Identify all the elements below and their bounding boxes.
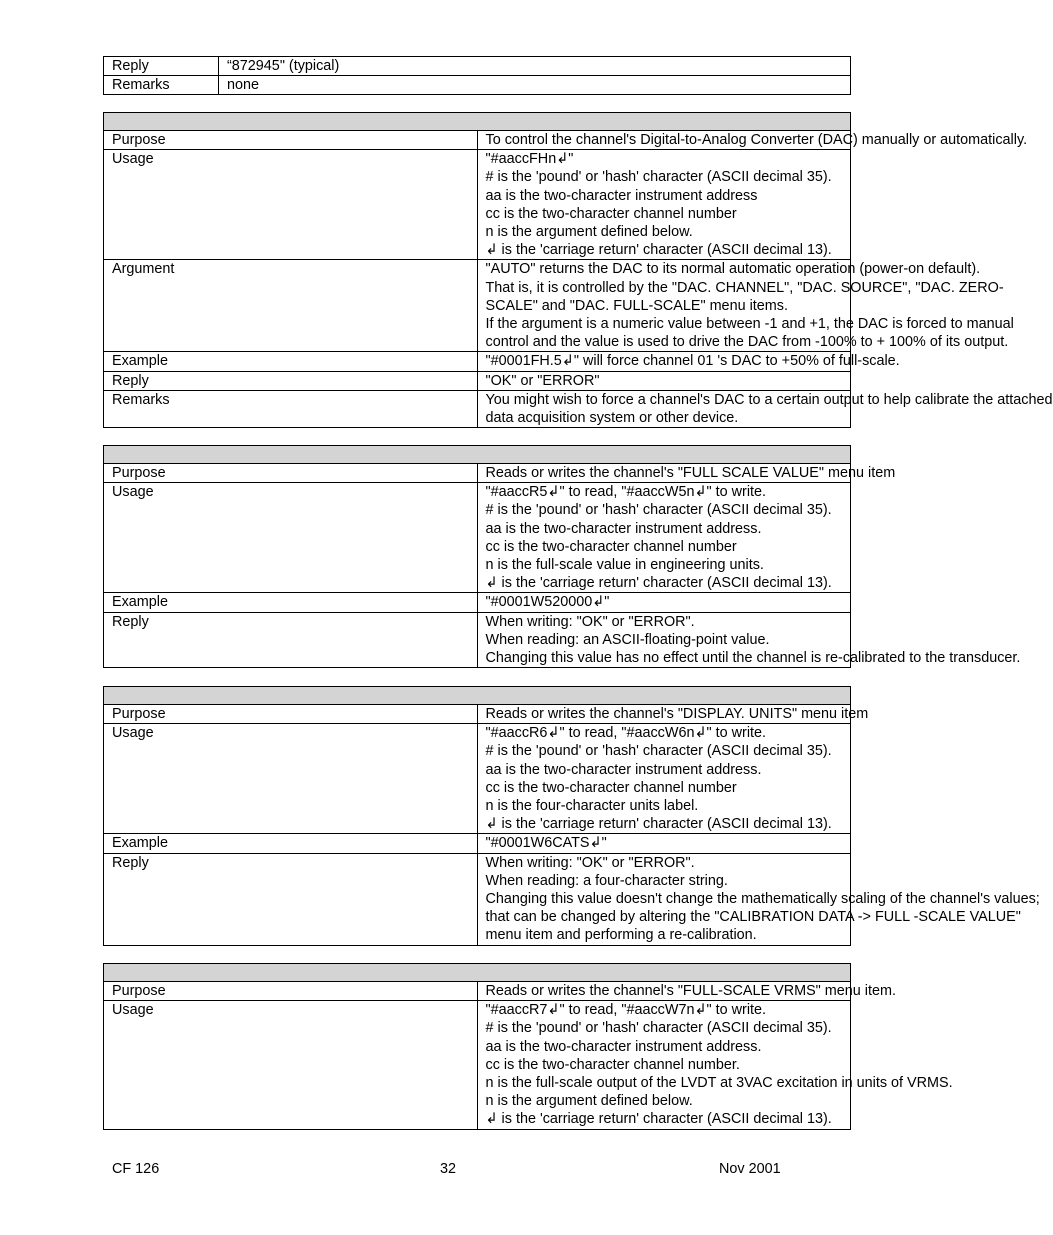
footer-document-id: CF 126 (112, 1161, 160, 1177)
row-value (477, 982, 896, 1001)
text-line: aa is the two-character instrument address. (485, 761, 762, 778)
command-table (103, 963, 953, 1130)
command-header-row (104, 113, 851, 131)
row-value (477, 1001, 953, 1129)
text-line: n is the argument defined below. (485, 224, 693, 241)
table-row-purpose (104, 464, 851, 483)
row-label: Reply (104, 612, 478, 668)
row-value (477, 834, 851, 853)
row-label: Usage (104, 1001, 478, 1129)
table-row-example (104, 593, 851, 612)
text-line: When writing: "OK" or "ERROR". (485, 854, 695, 871)
command-table (103, 112, 1053, 428)
row-label: Remarks (104, 390, 478, 427)
text-line: "#0001W6CATS↲" (485, 835, 607, 852)
command-header-row (104, 964, 851, 982)
text-line: ↲ is the 'carriage return' character (ASCII decimal 13). (485, 1111, 832, 1128)
text-line: # is the 'pound' or 'hash' character (ASCII decimal 35). (485, 1020, 832, 1037)
text-line: That is, it is controlled by the "DAC. CHANNEL", "DAC. SOURCE", "DAC. ZERO- (485, 279, 1004, 296)
text-line: aa is the two-character instrument address. (485, 520, 762, 537)
row-label: Remarks (104, 76, 219, 95)
text-line: n is the full-scale output of the LVDT at 3VAC excitation in units of VRMS. (485, 1075, 953, 1092)
command-table (103, 56, 851, 95)
table-row-purpose (104, 705, 851, 724)
row-label: Example (104, 834, 478, 853)
row-value (477, 371, 851, 390)
table-row-example (104, 834, 851, 853)
row-label: Example (104, 352, 478, 371)
row-label: Reply (104, 371, 478, 390)
text-line: "OK" or "ERROR" (485, 372, 600, 389)
text-line: cc is the two-character channel number. (485, 1056, 740, 1073)
text-line: Changing this value doesn't change the mathematically scaling of the channel's values; (485, 891, 1040, 908)
command-title (104, 687, 851, 705)
text-line: n is the four-character units label. (485, 798, 699, 815)
table-row-example (104, 352, 851, 371)
row-value (477, 464, 896, 483)
text-line: Reads or writes the channel's "DISPLAY. UNITS" menu item (485, 706, 869, 722)
command-table (103, 445, 1021, 668)
row-label: Argument (104, 260, 478, 352)
command-title (104, 446, 851, 464)
row-label: Purpose (104, 982, 478, 1001)
text-line: You might wish to force a channel's DAC to a certain output to help calibrate the attached (485, 391, 1053, 408)
text-line: "#aaccR6↲" to read, "#aaccW6n↲" to write. (485, 725, 767, 742)
command-title (104, 964, 851, 982)
row-value (219, 76, 851, 95)
row-value (477, 593, 851, 612)
text-line: If the argument is a numeric value between -1 and +1, the DAC is forced to manual (485, 316, 1014, 333)
text-line: To control the channel's Digital-to-Analog Converter (DAC) manually or automatically. (485, 132, 1028, 148)
table-row-reply (104, 371, 851, 390)
row-label: Reply (104, 853, 478, 945)
text-line: "#aaccR7↲" to read, "#aaccW7n↲" to write. (485, 1002, 767, 1019)
text-line: none (227, 77, 260, 94)
text-line: aa is the two-character instrument address. (485, 1038, 762, 1055)
row-label: Usage (104, 724, 478, 834)
text-line: ↲ is the 'carriage return' character (ASCII decimal 13). (485, 816, 832, 833)
command-table (103, 686, 1040, 946)
text-line: # is the 'pound' or 'hash' character (ASCII decimal 35). (485, 502, 832, 519)
table-row-usage (104, 150, 851, 260)
table-row-usage (104, 483, 851, 593)
row-value (477, 260, 1014, 352)
text-line: n is the full-scale value in engineering units. (485, 557, 764, 574)
text-line: Reads or writes the channel's "FULL SCALE VALUE" menu item (485, 465, 896, 481)
table-row-argument (104, 260, 851, 352)
text-line: “872945" (typical) (227, 58, 340, 74)
table-row-purpose (104, 982, 851, 1001)
row-value (477, 352, 900, 371)
text-line: "#aaccFHn↲" (485, 151, 574, 168)
row-value (477, 390, 1053, 427)
row-value (477, 612, 1021, 668)
row-value (477, 150, 851, 260)
table-row-remarks (104, 76, 851, 95)
table-row-reply (104, 612, 851, 668)
text-line: Reads or writes the channel's "FULL-SCALE VRMS" menu item. (485, 983, 896, 999)
text-line: control and the value is used to drive the DAC from -100% to + 100% of its output. (485, 334, 1009, 351)
text-line: SCALE" and "DAC. FULL-SCALE" menu items. (485, 297, 788, 314)
text-line: When reading: a four-character string. (485, 872, 728, 889)
command-header-row (104, 446, 851, 464)
table-row-usage (104, 724, 851, 834)
row-label: Reply (104, 57, 219, 76)
row-value (477, 724, 851, 834)
text-line: When reading: an ASCII-floating-point value. (485, 631, 770, 648)
text-line: aa is the two-character instrument address (485, 187, 758, 204)
text-line: "#aaccR5↲" to read, "#aaccW5n↲" to write. (485, 484, 767, 501)
footer-date: Nov 2001 (719, 1161, 781, 1177)
row-label: Usage (104, 483, 478, 593)
table-row-purpose (104, 131, 851, 150)
text-line: cc is the two-character channel number (485, 205, 737, 222)
row-value (477, 131, 1028, 150)
text-line: # is the 'pound' or 'hash' character (ASCII decimal 35). (485, 743, 832, 760)
text-line: cc is the two-character channel number (485, 538, 737, 555)
text-line: When writing: "OK" or "ERROR". (485, 613, 695, 630)
footer-page-number: 32 (440, 1161, 457, 1177)
text-line: Changing this value has no effect until the channel is re-calibrated to the transducer. (485, 650, 1021, 667)
text-line: that can be changed by altering the "CALIBRATION DATA -> FULL -SCALE VALUE" (485, 909, 1021, 926)
text-line: "#0001FH.5↲" will force channel 01 's DAC to +50% of full-scale. (485, 353, 900, 370)
row-label: Usage (104, 150, 478, 260)
text-line: data acquisition system or other device. (485, 410, 739, 427)
table-row-remarks (104, 390, 851, 427)
text-line: "AUTO" returns the DAC to its normal automatic operation (power-on default). (485, 261, 981, 278)
text-line: "#0001W520000↲" (485, 594, 610, 611)
row-value (477, 853, 1040, 945)
text-line: n is the argument defined below. (485, 1093, 693, 1110)
table-row-reply (104, 57, 851, 76)
row-label: Purpose (104, 464, 478, 483)
text-line: ↲ is the 'carriage return' character (ASCII decimal 13). (485, 575, 832, 592)
row-value (477, 483, 851, 593)
row-label: Example (104, 593, 478, 612)
row-label: Purpose (104, 131, 478, 150)
table-row-usage (104, 1001, 851, 1129)
text-line: menu item and performing a re-calibration. (485, 927, 757, 944)
row-label: Purpose (104, 705, 478, 724)
command-title (104, 113, 851, 131)
row-value (477, 705, 869, 724)
row-value (219, 57, 851, 76)
command-header-row (104, 687, 851, 705)
text-line: cc is the two-character channel number (485, 779, 737, 796)
text-line: ↲ is the 'carriage return' character (ASCII decimal 13). (485, 242, 832, 259)
text-line: # is the 'pound' or 'hash' character (ASCII decimal 35). (485, 169, 832, 186)
table-row-reply (104, 853, 851, 945)
